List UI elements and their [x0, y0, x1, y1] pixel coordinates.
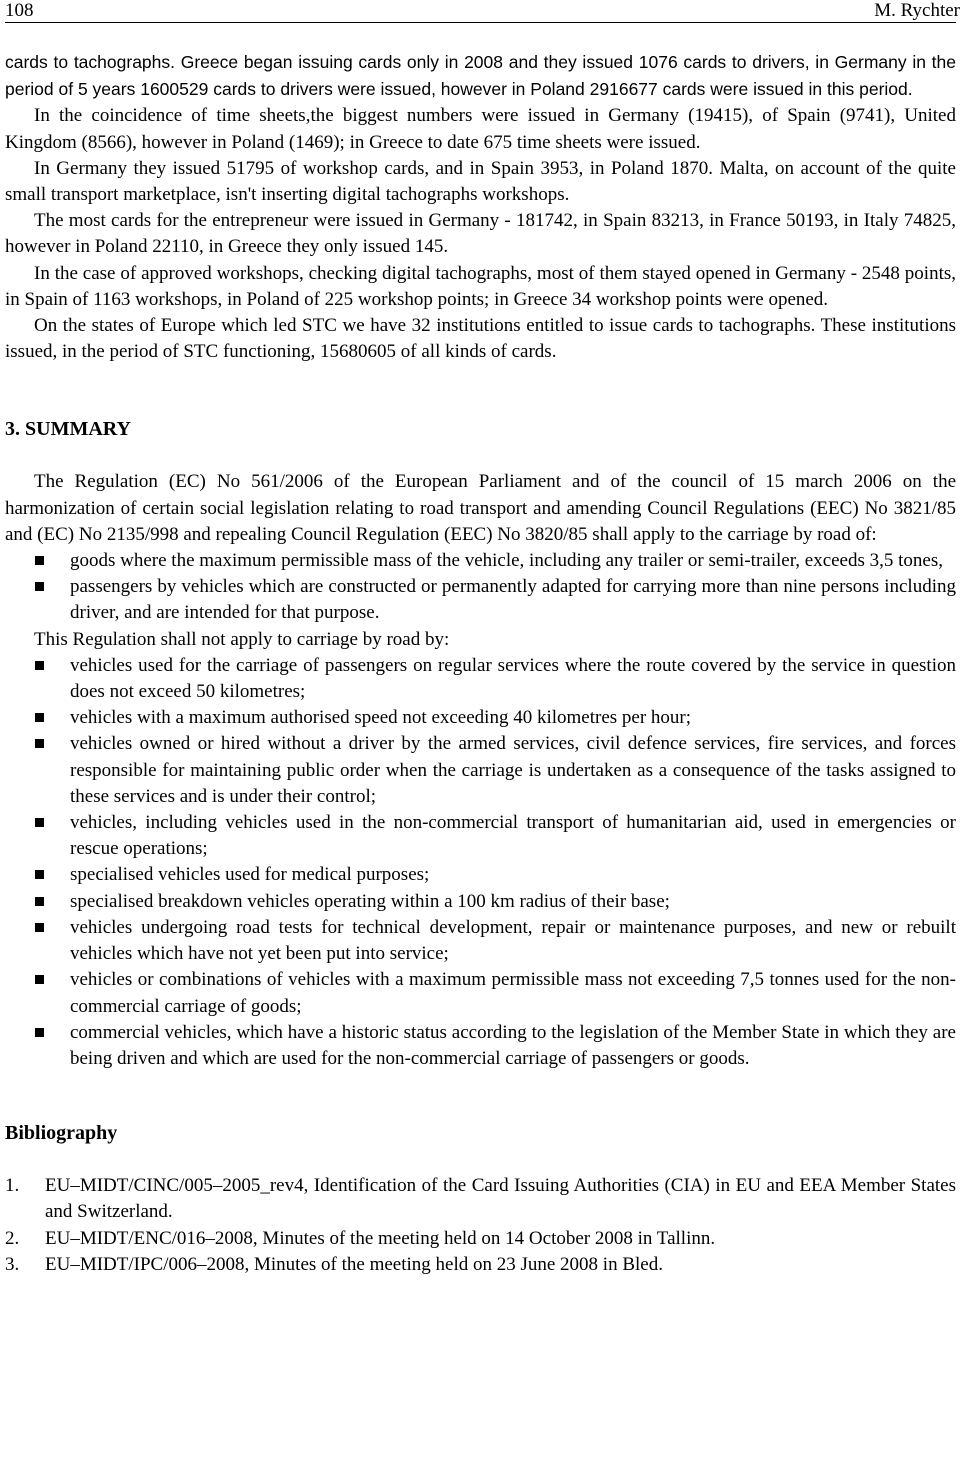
page-number: 108 — [5, 0, 34, 21]
list-item: vehicles used for the carriage of passengers on regular services where the route covered by the service in question does not exceed 50 kilometres; — [5, 653, 956, 705]
list-item: vehicles owned or hired without a driver by the armed services, civil defence services, fire services, and forces responsible for maintaining public order when the carriage is undertaken as a consequence of the tasks assigned to these services and is under their control; — [5, 731, 956, 810]
paragraph-workshop-cards: In Germany they issued 51795 of workshop cards, and in Spain 3953, in Poland 1870. Malta, on account of the quite small transport marketplace, isn't inserting digital tachographs workshops. — [5, 157, 956, 206]
list-item: vehicles or combinations of vehicles with a maximum permissible mass not exceeding 7,5 tonnes used for the non-commercial carriage of goods; — [5, 967, 956, 1019]
bibliography-item — [5, 1173, 956, 1225]
bibliography-item — [5, 1252, 956, 1278]
bibliography-number: 3. — [5, 1253, 20, 1275]
not-apply-list — [5, 653, 956, 1072]
summary-heading: 3. SUMMARY — [5, 418, 131, 441]
bibliography-number: 2. — [5, 1227, 20, 1249]
list-item: vehicles with a maximum authorised speed not exceeding 40 kilometres per hour; — [5, 705, 956, 731]
paragraph-approved-workshops: In the case of approved workshops, checking digital tachographs, most of them stayed opened in Germany - 2548 points, in Spain of 1163 workshops, in Poland of 225 workshop points; in Greece 34 workshop points were opened. — [5, 262, 956, 310]
list-item: specialised breakdown vehicles operating within a 100 km radius of their base; — [5, 889, 956, 915]
author-name: M. Rychter — [874, 0, 960, 21]
bibliography-text: EU–MIDT/ENC/016–2008, Minutes of the meeting held on 14 October 2008 in Tallinn. — [45, 1227, 716, 1249]
document-page — [5, 0, 960, 1278]
bibliography-list — [5, 1173, 956, 1278]
list-item: commercial vehicles, which have a historic status according to the legislation of the Member State in which they are being driven and which are used for the non-commercial carriage of passengers or goods. — [5, 1020, 956, 1072]
bibliography-item — [5, 1226, 956, 1252]
bibliography-text: EU–MIDT/CINC/005–2005_rev4, Identification of the Card Issuing Authorities (CIA) in EU and EEA Member States and Switzerland. — [45, 1175, 956, 1223]
paragraph-time-sheets: In the coincidence of time sheets,the biggest numbers were issued in Germany (19415), of Spain (9741), United Kingdom (8566), however in Poland (1469); in Greece to date 675 time sheets were issued. — [5, 105, 956, 153]
list-item: goods where the maximum permissible mass of the vehicle, including any trailer or semi-trailer, exceeds 3,5 tones, — [5, 548, 956, 574]
bibliography-text: EU–MIDT/IPC/006–2008, Minutes of the meeting held on 23 June 2008 in Bled. — [45, 1253, 663, 1275]
not-apply-intro: This Regulation shall not apply to carriage by road by: — [34, 628, 450, 650]
list-item: passengers by vehicles which are constructed or permanently adapted for carrying more than nine persons including driver, and are intended for that purpose. — [5, 574, 956, 626]
apply-list — [5, 548, 956, 627]
list-item: vehicles undergoing road tests for technical development, repair or maintenance purposes, and new or rebuilt vehicles which have not yet been put into service; — [5, 915, 956, 967]
paragraph-cards-drivers: cards to tachographs. Greece began issuing cards only in 2008 and they issued 1076 cards to drivers, in Germany in the period of 5 years 1600529 cards to drivers were issued, however in Poland 2916677 cards were issued in this period. — [5, 52, 956, 100]
bibliography-heading: Bibliography — [5, 1122, 118, 1145]
running-header — [5, 0, 960, 23]
summary-intro: The Regulation (EC) No 561/2006 of the European Parliament and of the council of 15 march 2006 on the harmonization of certain social legislation relating to road transport and amending Council Regulations (EEC) No 3821/85 and (EC) No 2135/998 and repealing Council Regulation (EEC) No 3820/85 shall apply to the carriage by road of: — [5, 471, 956, 545]
bibliography-number: 1. — [5, 1175, 20, 1197]
paragraph-institutions: On the states of Europe which led STC we have 32 institutions entitled to issue cards to tachographs. These institutions issued, in the period of STC functioning, 15680605 of all kinds of cards. — [5, 315, 956, 363]
paragraph-entrepreneur-cards: The most cards for the entrepreneur were issued in Germany - 181742, in Spain 83213, in France 50193, in Italy 74825, however in Poland 22110, in Greece they only issued 145. — [5, 210, 956, 258]
list-item: vehicles, including vehicles used in the non-commercial transport of humanitarian aid, used in emergencies or rescue operations; — [5, 810, 956, 862]
list-item: specialised vehicles used for medical purposes; — [5, 862, 956, 888]
